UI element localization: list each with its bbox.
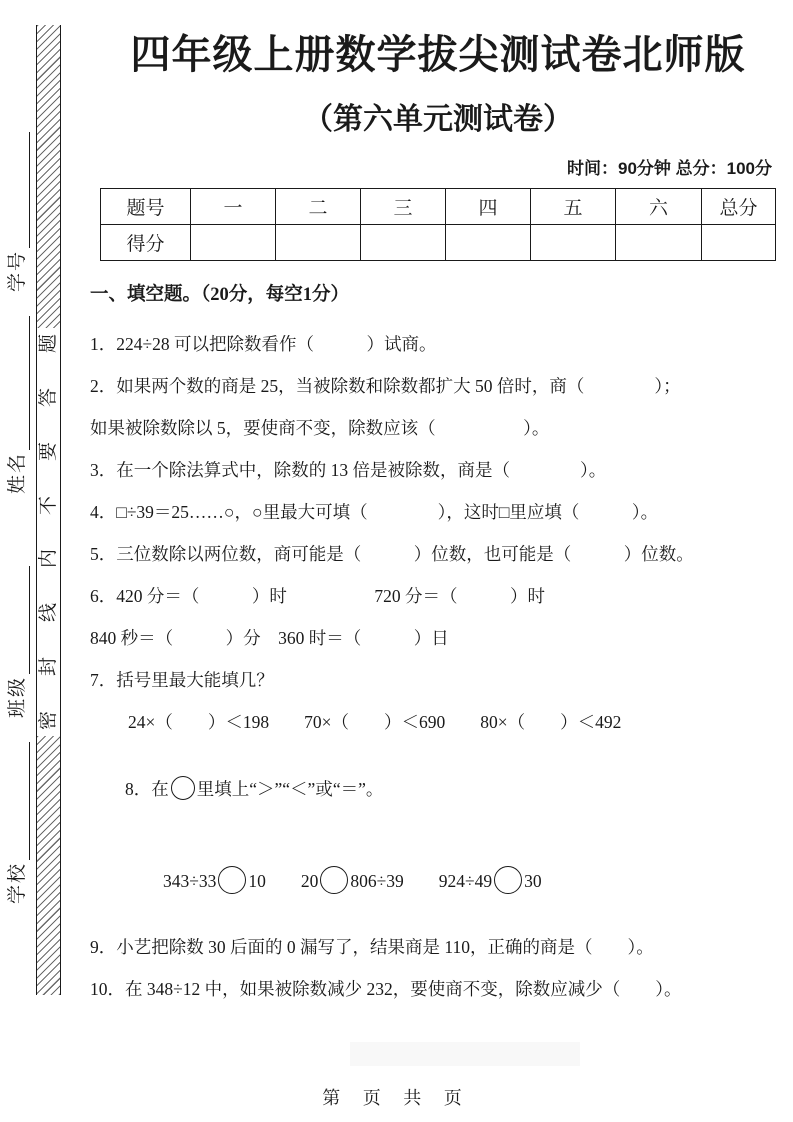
- table-header-cell: 三: [361, 189, 446, 225]
- exam-content: [90, 0, 786, 1020]
- hatch-pattern-top: [37, 25, 60, 328]
- score-cell: [276, 225, 361, 261]
- student-info-field-number: [5, 132, 30, 292]
- question-6-line-2: 840 秒＝（ ）分 360 时＝（ ）日: [90, 628, 449, 648]
- score-row-label: 得分: [101, 225, 191, 261]
- table-header-cell: 题号: [101, 189, 191, 225]
- question-4: 4．□÷39＝25……○，○里最大可填（ ），这时□里应填（ ）。: [90, 502, 659, 522]
- score-cell: [531, 225, 616, 261]
- seal-warning-char: 要: [37, 441, 59, 461]
- seal-warning-char: 题: [37, 333, 59, 354]
- question-9: 9．小艺把除数 30 后面的 0 漏写了，结果商是 110，正确的商是（ ）。: [90, 937, 654, 957]
- page-footer: 第 页 共 页: [322, 1088, 471, 1108]
- score-cell: [616, 225, 702, 261]
- table-header-cell: 总分: [702, 189, 776, 225]
- table-row-header: [101, 189, 776, 225]
- page-subtitle: （第六单元测试卷）: [303, 103, 573, 136]
- comparison-circle: [494, 866, 522, 894]
- comparison-circle: [218, 866, 246, 894]
- student-name-label: 姓名: [7, 451, 28, 494]
- question-7-prompt: 7．括号里最大能填几？: [90, 670, 274, 690]
- comparison-circle: [171, 776, 195, 800]
- seal-warning-char: 封: [37, 657, 59, 677]
- seal-line-strip: [36, 25, 61, 995]
- question-8-text: 8．在: [125, 779, 169, 799]
- score-cell: [702, 225, 776, 261]
- question-8-expression: 10 20: [248, 871, 319, 891]
- seal-warning-text: [37, 328, 60, 736]
- question-2-line-1: 2．如果两个数的商是 25，当被除数和除数都扩大 50 倍时，商（ ）；: [90, 376, 681, 396]
- hatch-pattern-bottom: [37, 736, 60, 995]
- page-title: 四年级上册数学拔尖测试卷北师版: [130, 33, 746, 77]
- question-8-text: 里填上“＞”“＜”或“＝”。: [196, 779, 384, 799]
- fill-blank-line: [4, 132, 30, 248]
- student-info-field-name: [5, 316, 30, 494]
- score-cell: [446, 225, 531, 261]
- student-info-field-class: [5, 566, 30, 718]
- question-8-prompt: [90, 753, 786, 824]
- table-header-cell: 五: [531, 189, 616, 225]
- fill-blank-line: [4, 566, 30, 674]
- question-7-items: 24×（ ）＜198 70×（ ）＜690 80×（ ）＜492: [128, 712, 622, 732]
- question-8-expression: 343÷33: [163, 871, 217, 891]
- seal-warning-char: 密: [37, 710, 59, 730]
- table-header-cell: 四: [446, 189, 531, 225]
- seal-warning-char: 不: [37, 495, 59, 515]
- question-1: 1．224÷28 可以把除数看作（ ）试商。: [90, 334, 437, 354]
- student-school-label: 学校: [7, 861, 28, 904]
- question-8-expression: 30: [524, 871, 542, 891]
- question-6-line-1: 6．420 分＝（ ）时 720 分＝（ ）时: [90, 586, 545, 606]
- score-table: [100, 188, 776, 261]
- question-8-items: [90, 843, 786, 917]
- question-3: 3．在一个除法算式中，除数的 13 倍是被除数，商是（ ）。: [90, 460, 607, 480]
- question-5: 5．三位数除以两位数，商可能是（ ）位数，也可能是（ ）位数。: [90, 544, 694, 564]
- seal-warning-char: 答: [37, 387, 59, 407]
- score-cell: [361, 225, 446, 261]
- fill-blank-line: [4, 316, 30, 450]
- student-number-label: 学号: [7, 249, 28, 292]
- score-cell: [191, 225, 276, 261]
- fill-blank-line: [4, 742, 30, 860]
- table-row-score: [101, 225, 776, 261]
- question-list: [90, 333, 786, 1001]
- question-2-line-2: 如果被除数除以 5，要使商不变，除数应该（ ）。: [90, 418, 550, 438]
- question-8-expression: 806÷39 924÷49: [350, 871, 493, 891]
- exam-meta: 时间：90分钟 总分：100分: [567, 159, 772, 178]
- seal-warning-char: 线: [37, 603, 59, 623]
- table-header-cell: 一: [191, 189, 276, 225]
- section-heading: 一、填空题。（20分，每空1分）: [90, 285, 350, 305]
- table-header-cell: 六: [616, 189, 702, 225]
- student-info-field-school: [5, 742, 30, 904]
- student-class-label: 班级: [7, 675, 28, 718]
- question-10: 10．在 348÷12 中，如果被除数减少 232，要使商不变，除数应减少（ ）。: [90, 979, 682, 999]
- comparison-circle: [320, 866, 348, 894]
- seal-warning-char: 内: [37, 549, 59, 569]
- table-header-cell: 二: [276, 189, 361, 225]
- scan-artifact: [350, 1042, 580, 1066]
